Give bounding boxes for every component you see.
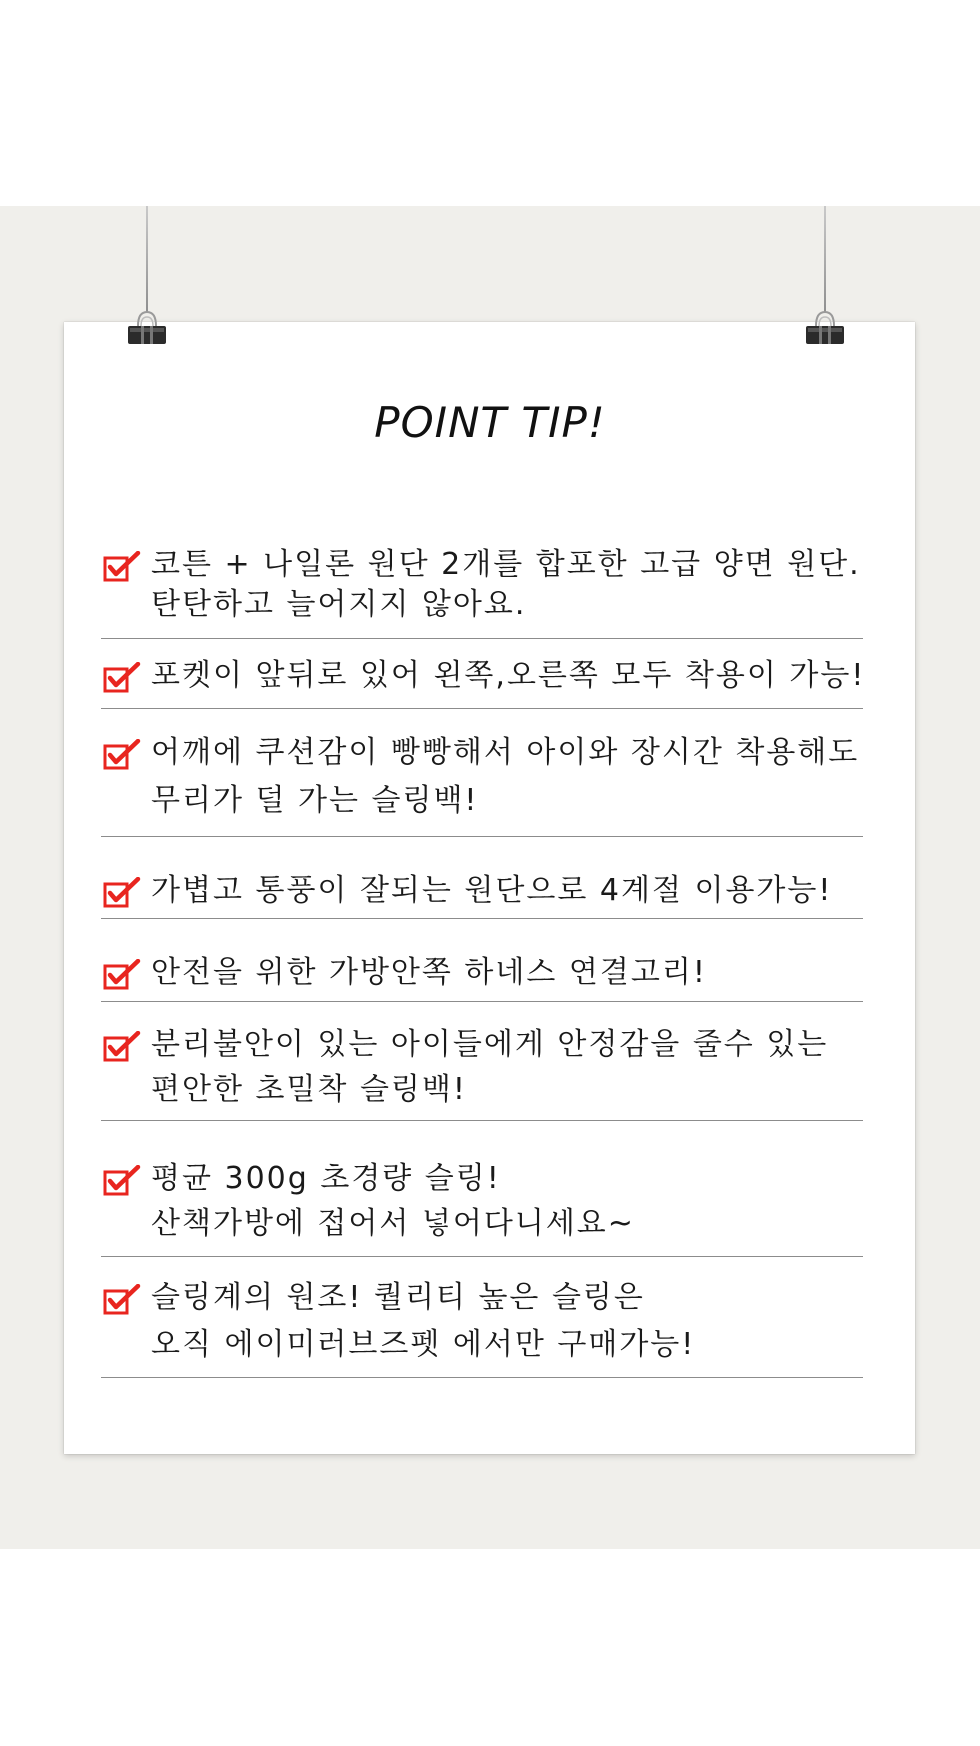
- checkbox-check-icon: [103, 959, 141, 991]
- tip-text: 평균 300g 초경량 슬링!: [151, 1161, 501, 1196]
- tip-text: 산책가방에 접어서 넣어다니세요~: [151, 1206, 635, 1241]
- checkbox-check-icon: [103, 1284, 141, 1316]
- checkbox-check-icon: [103, 877, 141, 909]
- checkbox-check-icon: [103, 739, 141, 771]
- tip-text: 탄탄하고 늘어지지 않아요.: [151, 587, 527, 622]
- binder-clip-icon: [804, 308, 846, 346]
- checkbox-check-icon: [103, 662, 141, 694]
- tip-item: [101, 871, 863, 919]
- binder-clip-icon: [126, 308, 168, 346]
- tip-text: 어깨에 쿠션감이 빵빵해서 아이와 장시간 착용해도: [151, 735, 860, 770]
- tip-text: 포켓이 앞뒤로 있어 왼쪽,오른쪽 모두 착용이 가능!: [151, 658, 866, 693]
- hanging-string-left: [146, 206, 148, 312]
- checkbox-check-icon: [103, 1165, 141, 1197]
- checkbox-check-icon: [103, 1031, 141, 1063]
- tip-text: 안전을 위한 가방안쪽 하네스 연결고리!: [151, 955, 707, 990]
- tip-item: [101, 1025, 863, 1121]
- tip-item: [101, 733, 863, 837]
- tip-item: [101, 1159, 863, 1257]
- tip-text: 가볍고 통풍이 잘되는 원단으로 4계절 이용가능!: [151, 873, 833, 908]
- tip-text: 오직 에이미러브즈펫 에서만 구매가능!: [151, 1327, 696, 1362]
- tip-item: [101, 953, 863, 1002]
- tip-text: 코튼 + 나일론 원단 2개를 합포한 고급 양면 원단.: [151, 547, 861, 582]
- tip-item: [101, 1278, 863, 1378]
- tip-item: [101, 545, 863, 639]
- tip-text: 슬링계의 원조! 퀄리티 높은 슬링은: [151, 1280, 645, 1315]
- tip-item: [101, 656, 866, 709]
- tip-text: 편안한 초밀착 슬링백!: [151, 1072, 467, 1107]
- page-title: POINT TIP!: [374, 398, 606, 447]
- checkbox-check-icon: [103, 551, 141, 583]
- tip-text: 분리불안이 있는 아이들에게 안정감을 줄수 있는: [151, 1027, 829, 1062]
- tip-text: 무리가 덜 가는 슬링백!: [151, 783, 479, 818]
- hanging-string-right: [824, 206, 826, 312]
